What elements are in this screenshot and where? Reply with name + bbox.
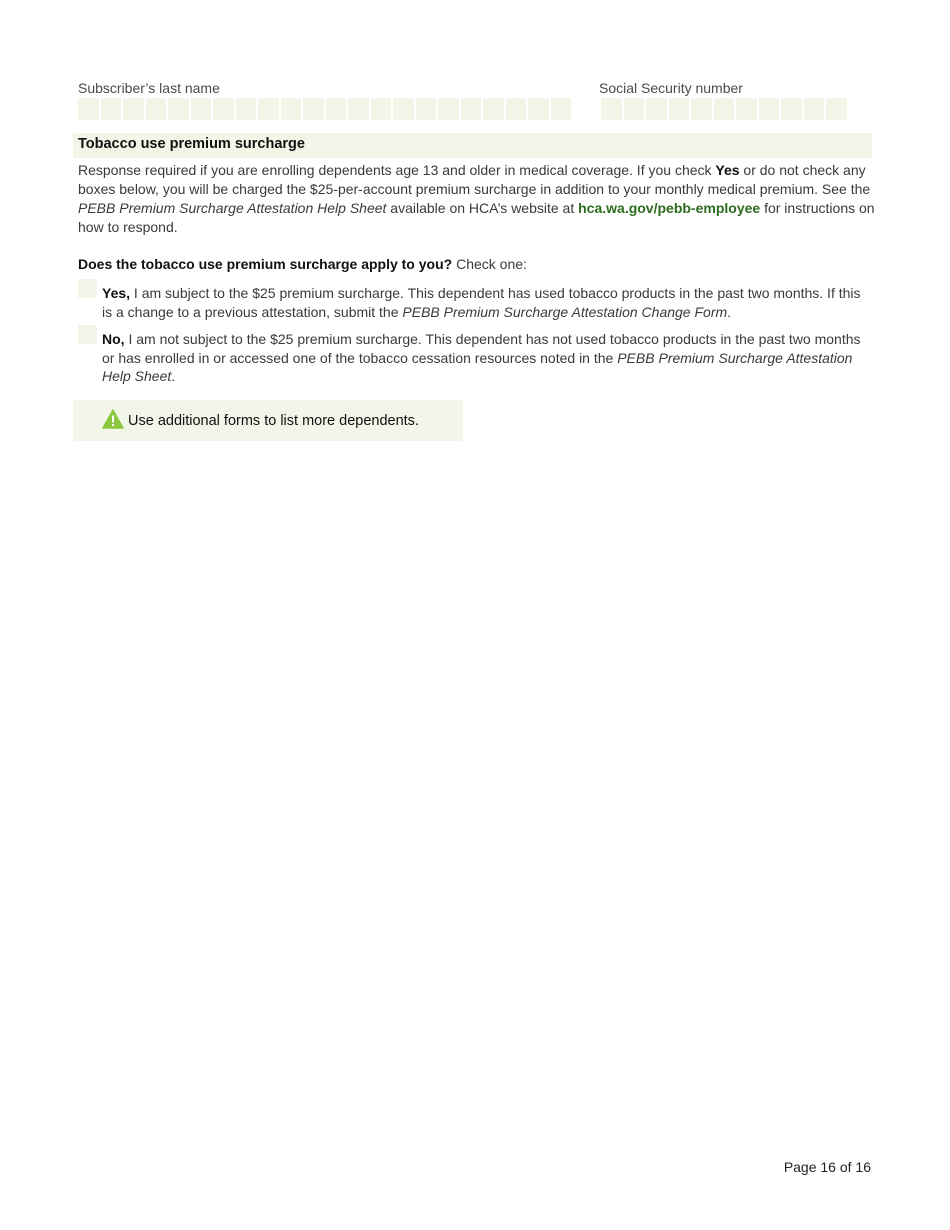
last-name-char-box[interactable] <box>213 98 234 120</box>
additional-forms-note <box>73 400 463 441</box>
question-bold: Does the tobacco use premium surcharge apply to you? <box>78 256 453 272</box>
page-number: Page 16 of 16 <box>783 1159 871 1175</box>
surcharge-question <box>78 256 527 272</box>
last-name-char-box[interactable] <box>461 98 482 120</box>
warning-icon <box>102 409 124 429</box>
ssn-digit-box[interactable] <box>669 98 690 120</box>
no-option-text <box>102 330 874 386</box>
ssn-digit-box[interactable] <box>736 98 757 120</box>
instructions-text: for instructions on how to respond. <box>78 200 875 235</box>
last-name-char-box[interactable] <box>551 98 572 120</box>
change-form-title: PEBB Premium Surcharge Attestation Change Form <box>402 303 728 320</box>
ssn-digit-box[interactable] <box>624 98 645 120</box>
yes-checkbox[interactable] <box>78 279 97 298</box>
last-name-char-box[interactable] <box>438 98 459 120</box>
last-name-char-box[interactable] <box>506 98 527 120</box>
last-name-char-box[interactable] <box>146 98 167 120</box>
last-name-char-box[interactable] <box>393 98 414 120</box>
last-name-char-box[interactable] <box>326 98 347 120</box>
question-rest: Check one: <box>452 256 527 272</box>
yes-description: I am subject to the $25 premium surcharge. This dependent has used tobacco products in the past two months. If this is a change to a previous attestation, submit the <box>102 285 861 320</box>
no-checkbox[interactable] <box>78 325 97 344</box>
no-label: No, <box>102 331 125 347</box>
ssn-digit-box[interactable] <box>804 98 825 120</box>
instructions-paragraph <box>78 161 876 237</box>
last-name-char-box[interactable] <box>101 98 122 120</box>
ssn-digit-box[interactable] <box>691 98 712 120</box>
ssn-label: Social Security number <box>599 80 743 96</box>
last-name-char-box[interactable] <box>191 98 212 120</box>
ssn-digit-box[interactable] <box>646 98 667 120</box>
ssn-digit-box[interactable] <box>781 98 802 120</box>
last-name-char-box[interactable] <box>168 98 189 120</box>
subscriber-last-name-label: Subscriber’s last name <box>78 80 220 96</box>
last-name-char-box[interactable] <box>258 98 279 120</box>
no-description: I am not subject to the $25 premium surcharge. This dependent has not used tobacco products in the past two months or has enrolled in or accessed one of the tobacco cessation resources noted in the <box>102 331 861 366</box>
ssn-digit-box[interactable] <box>601 98 622 120</box>
last-name-char-box[interactable] <box>303 98 324 120</box>
last-name-char-box[interactable] <box>123 98 144 120</box>
last-name-char-box[interactable] <box>371 98 392 120</box>
yes-period: . <box>727 303 732 320</box>
note-text: Use additional forms to list more dependents. <box>128 413 419 429</box>
no-period: . <box>171 368 176 384</box>
instructions-text: available on HCA’s website at <box>386 200 579 216</box>
last-name-char-box[interactable] <box>483 98 504 120</box>
last-name-char-box[interactable] <box>78 98 99 120</box>
ssn-digit-box[interactable] <box>714 98 735 120</box>
yes-label: Yes, <box>102 285 131 301</box>
subscriber-last-name-field[interactable] <box>78 98 571 120</box>
last-name-char-box[interactable] <box>528 98 549 120</box>
instructions-text: or do not check any boxes below, you will be charged the $25-per-account premium surcharge in addition to your monthly medical premium. See the <box>78 162 871 197</box>
ssn-digit-box[interactable] <box>826 98 847 120</box>
last-name-char-box[interactable] <box>281 98 302 120</box>
ssn-digit-box[interactable] <box>759 98 780 120</box>
last-name-char-box[interactable] <box>348 98 369 120</box>
help-sheet-title: PEBB Premium Surcharge Attestation Help Sheet <box>102 349 853 384</box>
ssn-field[interactable] <box>601 98 847 120</box>
last-name-char-box[interactable] <box>416 98 437 120</box>
last-name-char-box[interactable] <box>236 98 257 120</box>
section-title: Tobacco use premium surcharge <box>73 133 872 158</box>
instructions-yes: Yes <box>715 162 740 178</box>
hca-website-link[interactable]: hca.wa.gov/pebb-employee <box>578 200 761 216</box>
instructions-text: Response required if you are enrolling dependents age 13 and older in medical coverage. If you check <box>78 162 716 178</box>
yes-option-text <box>102 284 874 321</box>
help-sheet-title: PEBB Premium Surcharge Attestation Help Sheet <box>78 200 387 216</box>
